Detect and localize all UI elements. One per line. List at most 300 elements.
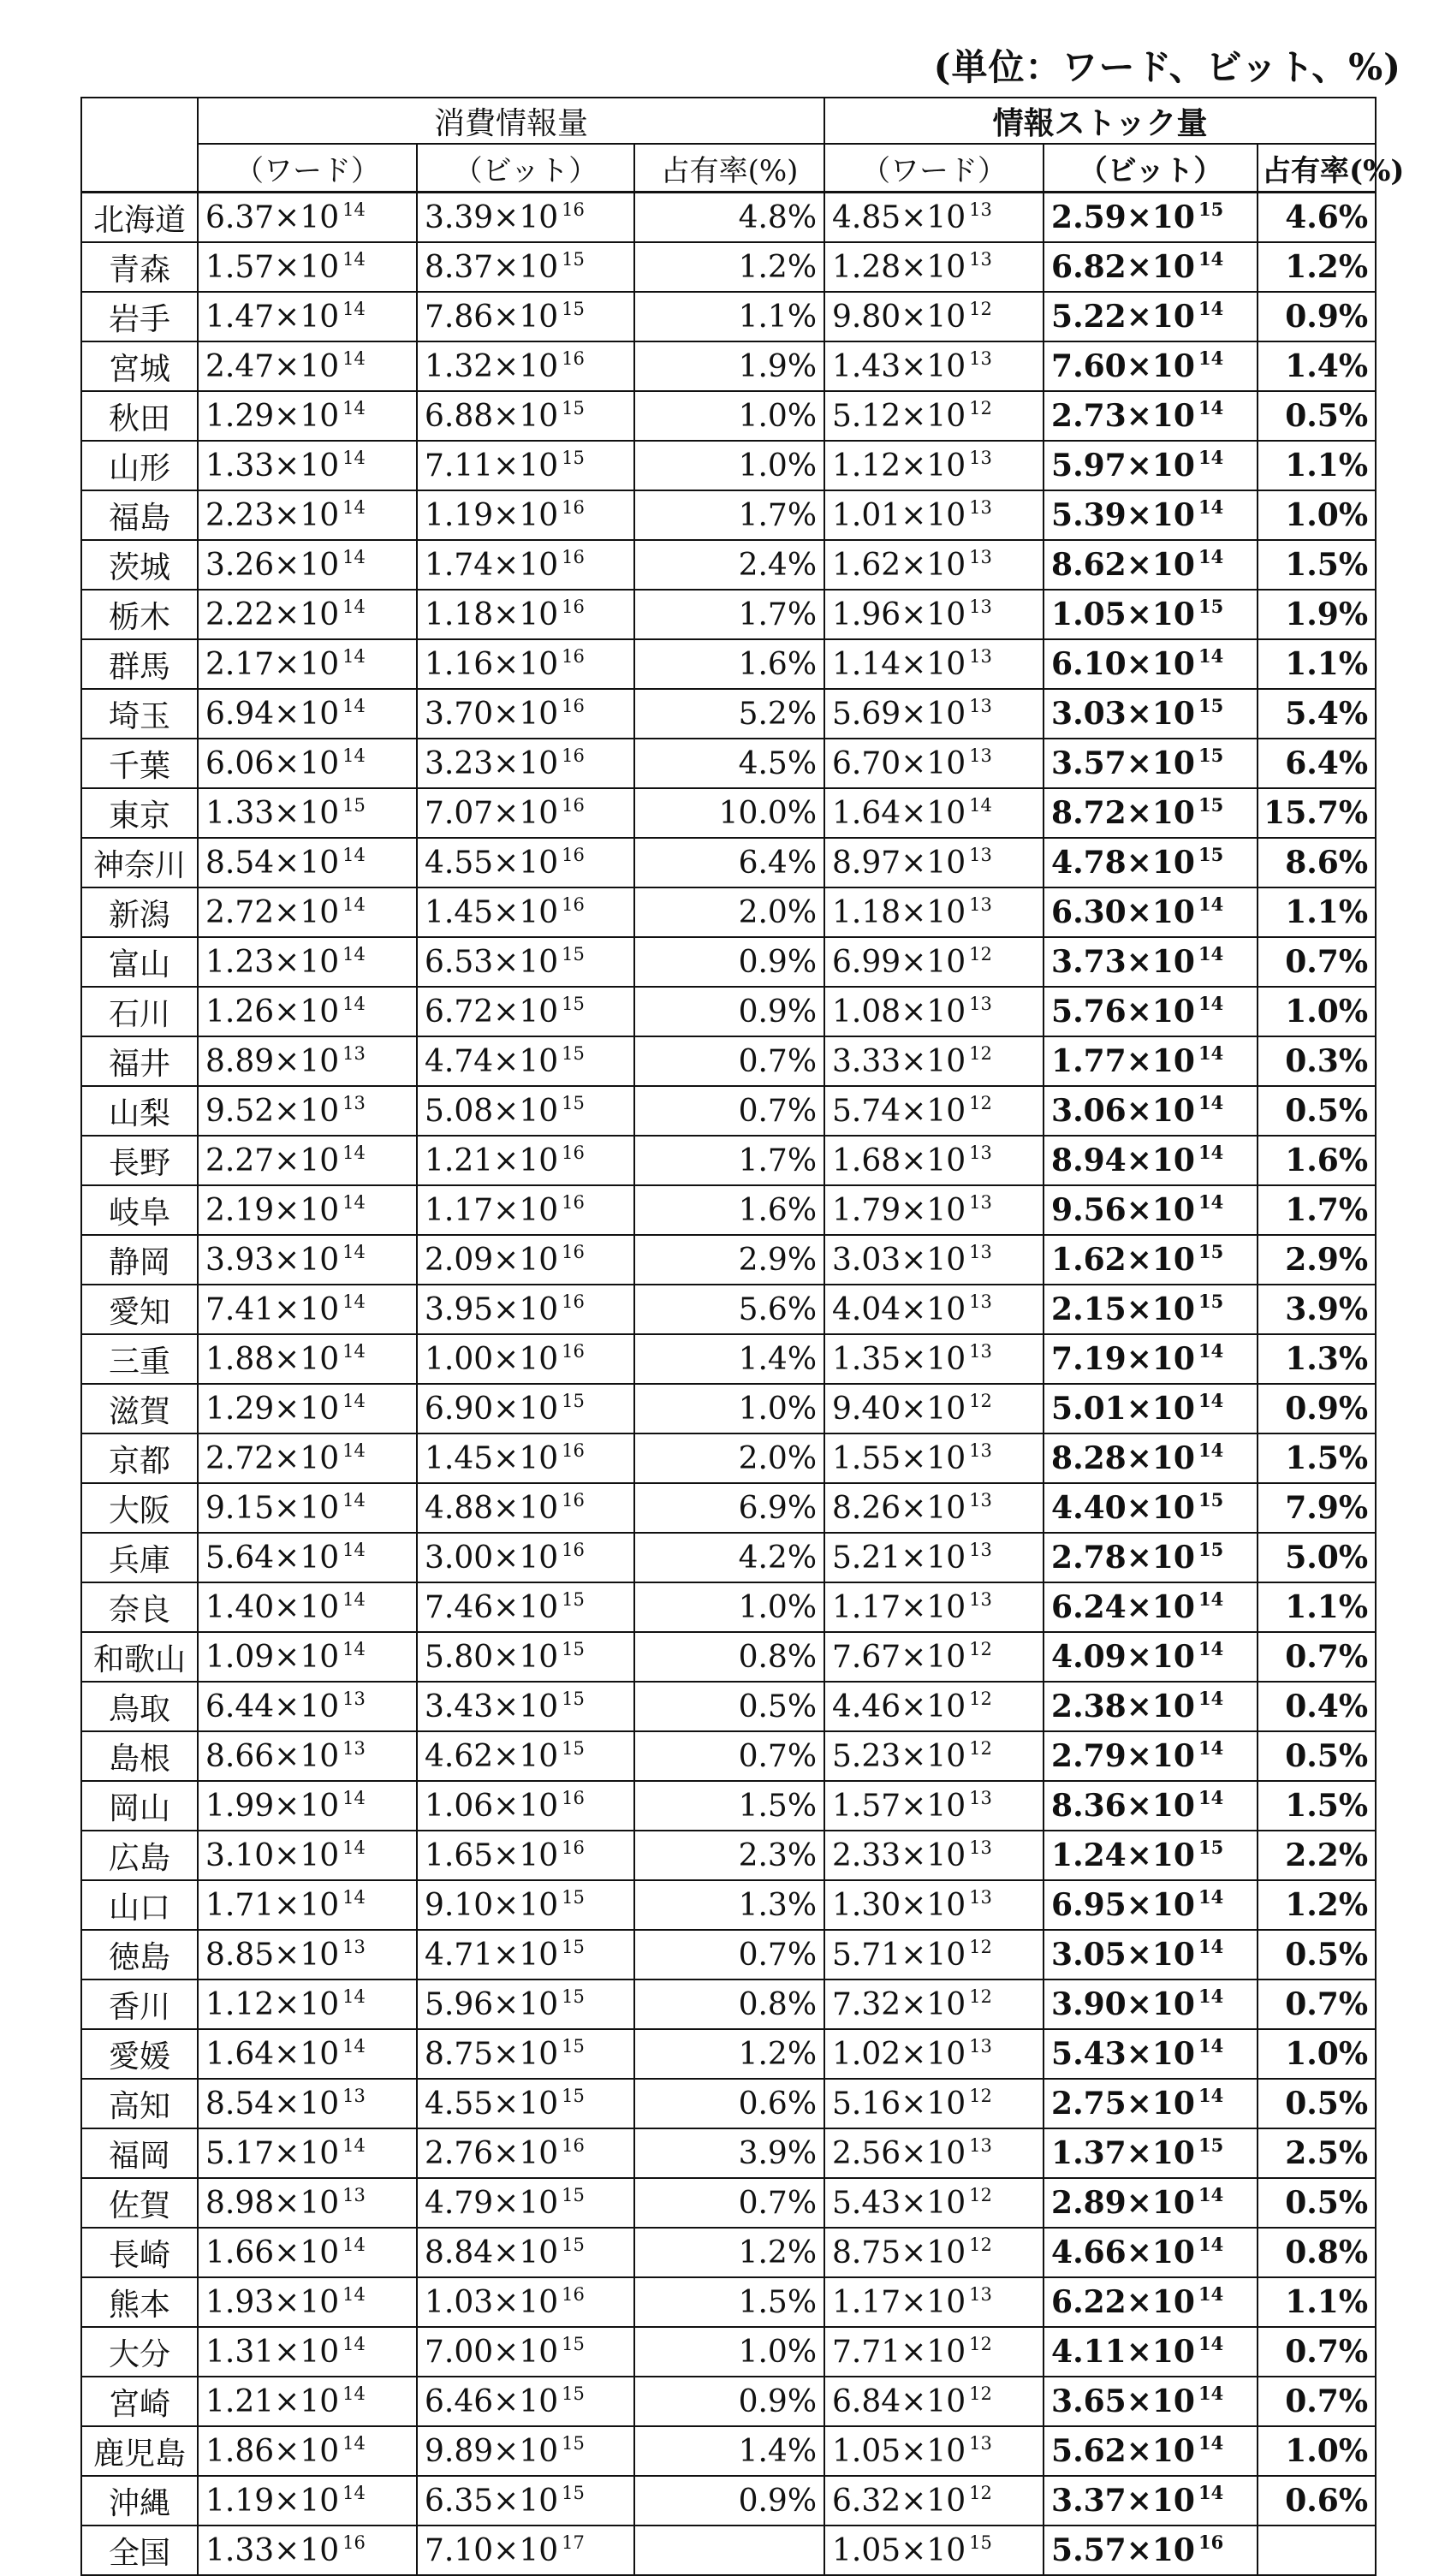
table-row	[81, 540, 1376, 590]
stock-bit-mantissa: 6.95×10	[1051, 1887, 1195, 1923]
consumption-bit-mantissa: 1.06×10	[425, 1788, 559, 1824]
consumption-word	[198, 1731, 417, 1781]
table-row	[81, 987, 1376, 1036]
prefecture-name: 千葉	[81, 739, 198, 788]
consumption-bit-mantissa: 4.62×10	[425, 1738, 559, 1774]
consumption-word	[198, 1632, 417, 1682]
stock-share: 0.8%	[1258, 2228, 1376, 2277]
prefecture-name: 福岡	[81, 2128, 198, 2178]
consumption-bit-mantissa: 7.46×10	[425, 1589, 559, 1625]
consumption-word	[198, 193, 417, 243]
stock-word	[824, 193, 1044, 243]
consumption-share: 0.6%	[634, 2079, 824, 2128]
stock-word-mantissa: 6.70×10	[832, 745, 966, 781]
consumption-word-mantissa: 1.29×10	[205, 398, 340, 434]
stock-share: 1.9%	[1258, 590, 1376, 639]
table-row	[81, 490, 1376, 540]
consumption-bit-exponent: 15	[562, 298, 585, 319]
stock-bit-mantissa: 8.62×10	[1051, 547, 1195, 583]
consumption-bit-exponent: 16	[562, 893, 585, 915]
stock-bit-exponent: 14	[1198, 1688, 1224, 1709]
stock-word	[824, 2476, 1044, 2526]
consumption-bit-exponent: 15	[562, 1737, 585, 1759]
stock-bit	[1044, 2426, 1258, 2476]
stock-bit-exponent: 14	[1198, 1390, 1224, 1411]
consumption-bit-mantissa: 7.00×10	[425, 2334, 559, 2370]
consumption-bit	[417, 1632, 634, 1682]
stock-word-exponent: 13	[969, 844, 992, 865]
stock-word-exponent: 13	[969, 1489, 992, 1511]
consumption-word-exponent: 13	[342, 1042, 366, 1064]
stock-bit-mantissa: 3.90×10	[1051, 1986, 1195, 2022]
stock-share: 7.9%	[1258, 1483, 1376, 1533]
prefecture-name: 大分	[81, 2327, 198, 2377]
consumption-share: 0.7%	[634, 1036, 824, 1086]
stock-bit-mantissa: 4.09×10	[1051, 1639, 1195, 1675]
consumption-bit	[417, 1433, 634, 1483]
stock-bit-exponent: 15	[1198, 794, 1224, 816]
consumption-bit	[417, 1831, 634, 1880]
table-row	[81, 739, 1376, 788]
stock-bit-mantissa: 2.59×10	[1051, 199, 1195, 235]
stock-bit-exponent: 14	[1198, 1638, 1224, 1659]
table-row	[81, 1483, 1376, 1533]
consumption-bit	[417, 639, 634, 689]
stock-word	[824, 2277, 1044, 2327]
consumption-word	[198, 2277, 417, 2327]
stock-word	[824, 1533, 1044, 1582]
consumption-bit	[417, 1781, 634, 1831]
stock-word-exponent: 13	[969, 1837, 992, 1858]
table-row	[81, 391, 1376, 441]
consumption-bit-mantissa: 4.55×10	[425, 2086, 559, 2122]
stock-share: 5.4%	[1258, 689, 1376, 739]
stock-word	[824, 1136, 1044, 1185]
consumption-share: 5.6%	[634, 1285, 824, 1334]
prefecture-name: 岩手	[81, 292, 198, 341]
consumption-share: 1.2%	[634, 242, 824, 292]
table-row	[81, 788, 1376, 838]
stock-bit-exponent: 14	[1198, 248, 1224, 270]
consumption-word-exponent: 14	[342, 248, 366, 270]
stock-share: 0.7%	[1258, 2327, 1376, 2377]
table-row	[81, 1582, 1376, 1632]
stock-share: 1.5%	[1258, 1781, 1376, 1831]
consumption-word-exponent: 13	[342, 2184, 366, 2205]
consumption-word-mantissa: 2.23×10	[205, 497, 340, 533]
consumption-word	[198, 1086, 417, 1136]
stock-bit-mantissa: 5.57×10	[1051, 2532, 1195, 2568]
table-row	[81, 2228, 1376, 2277]
consumption-bit-mantissa: 5.96×10	[425, 1986, 559, 2022]
consumption-bit-exponent: 16	[562, 1539, 585, 1560]
consumption-word-mantissa: 2.19×10	[205, 1192, 340, 1228]
stock-word-mantissa: 2.33×10	[832, 1837, 966, 1873]
consumption-word	[198, 490, 417, 540]
table-row	[81, 590, 1376, 639]
consumption-word-mantissa: 2.72×10	[205, 894, 340, 930]
table-row	[81, 1632, 1376, 1682]
consumption-bit-mantissa: 3.00×10	[425, 1540, 559, 1576]
consumption-share: 1.1%	[634, 292, 824, 341]
stock-bit-exponent: 14	[1198, 2085, 1224, 2106]
stock-bit	[1044, 2128, 1258, 2178]
consumption-share: 0.8%	[634, 1979, 824, 2029]
consumption-bit-mantissa: 1.65×10	[425, 1837, 559, 1873]
prefecture-name: 三重	[81, 1334, 198, 1384]
consumption-bit-mantissa: 8.84×10	[425, 2235, 559, 2270]
table-row	[81, 1831, 1376, 1880]
stock-word-exponent: 13	[969, 496, 992, 518]
consumption-word-exponent: 14	[342, 1489, 366, 1511]
consumption-word	[198, 1781, 417, 1831]
consumption-bit	[417, 391, 634, 441]
consumption-share: 1.0%	[634, 2327, 824, 2377]
consumption-word	[198, 441, 417, 490]
stock-word	[824, 2377, 1044, 2426]
stock-bit	[1044, 2079, 1258, 2128]
stock-word	[824, 1682, 1044, 1731]
consumption-word-mantissa: 8.54×10	[205, 845, 340, 881]
consumption-word	[198, 2526, 417, 2575]
consumption-word	[198, 739, 417, 788]
consumption-word-exponent: 14	[342, 2482, 366, 2503]
prefecture-name: 東京	[81, 788, 198, 838]
consumption-bit-exponent: 16	[562, 1241, 585, 1262]
consumption-bit-mantissa: 1.19×10	[425, 497, 559, 533]
consumption-word	[198, 1384, 417, 1433]
stock-bit	[1044, 193, 1258, 243]
stock-bit-exponent: 14	[1198, 2383, 1224, 2404]
stock-word-mantissa: 1.96×10	[832, 597, 966, 632]
stock-share: 6.4%	[1258, 739, 1376, 788]
stock-bit-mantissa: 4.40×10	[1051, 1490, 1195, 1526]
stock-share: 0.5%	[1258, 1086, 1376, 1136]
consumption-bit-mantissa: 7.11×10	[425, 448, 559, 484]
stock-bit	[1044, 292, 1258, 341]
prefecture-name: 新潟	[81, 887, 198, 937]
table-row	[81, 1086, 1376, 1136]
consumption-bit-exponent: 16	[562, 645, 585, 667]
consumption-bit	[417, 987, 634, 1036]
stock-word	[824, 2029, 1044, 2079]
consumption-bit	[417, 2228, 634, 2277]
consumption-bit-exponent: 16	[562, 844, 585, 865]
consumption-word-mantissa: 3.26×10	[205, 547, 340, 583]
consumption-bit	[417, 739, 634, 788]
stock-bit-exponent: 14	[1198, 1191, 1224, 1213]
stock-share: 1.0%	[1258, 490, 1376, 540]
stock-word	[824, 2079, 1044, 2128]
consumption-word-mantissa: 2.27×10	[205, 1143, 340, 1178]
stock-bit	[1044, 1930, 1258, 1979]
consumption-word-exponent: 14	[342, 1588, 366, 1610]
consumption-word-mantissa: 8.98×10	[205, 2185, 340, 2221]
stock-word-mantissa: 1.55×10	[832, 1440, 966, 1476]
stock-bit	[1044, 2526, 1258, 2575]
consumption-bit-mantissa: 5.80×10	[425, 1639, 559, 1675]
consumption-bit	[417, 1086, 634, 1136]
stock-word	[824, 689, 1044, 739]
stock-bit-exponent: 15	[1198, 745, 1224, 766]
stock-bit-exponent: 15	[1198, 1241, 1224, 1262]
stock-word-exponent: 13	[969, 546, 992, 567]
stock-share: 4.6%	[1258, 193, 1376, 243]
consumption-bit-mantissa: 2.09×10	[425, 1242, 559, 1278]
stock-word	[824, 2178, 1044, 2228]
consumption-bit-mantissa: 3.23×10	[425, 745, 559, 781]
consumption-word	[198, 1831, 417, 1880]
consumption-bit-exponent: 15	[562, 1688, 585, 1709]
prefecture-name: 群馬	[81, 639, 198, 689]
consumption-word-exponent: 14	[342, 1638, 366, 1659]
stock-bit-exponent: 14	[1198, 1340, 1224, 1362]
consumption-word-exponent: 14	[342, 1886, 366, 1908]
stock-bit-mantissa: 1.37×10	[1051, 2135, 1195, 2171]
prefecture-name: 大阪	[81, 1483, 198, 1533]
consumption-bit-exponent: 15	[562, 1092, 585, 1113]
consumption-bit-mantissa: 1.21×10	[425, 1143, 559, 1178]
stock-word-exponent: 12	[969, 2383, 992, 2404]
stock-bit-exponent: 14	[1198, 496, 1224, 518]
stock-word-mantissa: 7.67×10	[832, 1639, 966, 1675]
header-prefecture-blank	[81, 98, 198, 193]
stock-bit	[1044, 1334, 1258, 1384]
stock-word-exponent: 12	[969, 298, 992, 319]
stock-bit	[1044, 1136, 1258, 1185]
stock-word-exponent: 13	[969, 2134, 992, 2156]
consumption-word-mantissa: 1.99×10	[205, 1788, 340, 1824]
consumption-share: 1.3%	[634, 1880, 824, 1930]
stock-word-mantissa: 9.80×10	[832, 299, 966, 335]
consumption-share: 0.7%	[634, 1086, 824, 1136]
consumption-bit-exponent: 15	[562, 2383, 585, 2404]
stock-bit-exponent: 14	[1198, 2234, 1224, 2255]
consumption-word	[198, 1930, 417, 1979]
stock-bit-exponent: 15	[1198, 1489, 1224, 1511]
table-row	[81, 689, 1376, 739]
stock-share: 1.2%	[1258, 242, 1376, 292]
consumption-bit-exponent: 15	[562, 1886, 585, 1908]
consumption-bit-exponent: 15	[562, 2035, 585, 2057]
stock-bit	[1044, 2476, 1258, 2526]
stock-share: 1.0%	[1258, 2426, 1376, 2476]
consumption-word-exponent: 14	[342, 596, 366, 617]
stock-bit-mantissa: 5.43×10	[1051, 2036, 1195, 2072]
stock-bit-exponent: 14	[1198, 1042, 1224, 1064]
prefecture-name: 宮城	[81, 341, 198, 391]
consumption-share: 0.7%	[634, 2178, 824, 2228]
stock-bit	[1044, 1582, 1258, 1632]
consumption-bit	[417, 341, 634, 391]
stock-bit-exponent: 14	[1198, 1588, 1224, 1610]
stock-bit-mantissa: 2.38×10	[1051, 1689, 1195, 1724]
stock-word-mantissa: 2.56×10	[832, 2135, 966, 2171]
consumption-word	[198, 2128, 417, 2178]
stock-share: 0.4%	[1258, 1682, 1376, 1731]
consumption-word-exponent: 14	[342, 2234, 366, 2255]
consumption-word-mantissa: 8.54×10	[205, 2086, 340, 2122]
stock-word	[824, 1930, 1044, 1979]
stock-word-mantissa: 8.26×10	[832, 1490, 966, 1526]
prefecture-name: 島根	[81, 1731, 198, 1781]
consumption-share: 0.9%	[634, 937, 824, 987]
prefecture-name: 長野	[81, 1136, 198, 1185]
consumption-word	[198, 887, 417, 937]
stock-word-exponent: 13	[969, 1241, 992, 1262]
consumption-bit	[417, 1285, 634, 1334]
stock-word-exponent: 13	[969, 893, 992, 915]
consumption-word	[198, 838, 417, 887]
stock-bit-exponent: 14	[1198, 1886, 1224, 1908]
stock-share: 15.7%	[1258, 788, 1376, 838]
consumption-bit	[417, 2128, 634, 2178]
stock-word-exponent: 13	[969, 248, 992, 270]
stock-bit	[1044, 1533, 1258, 1582]
consumption-share: 6.4%	[634, 838, 824, 887]
stock-word	[824, 2128, 1044, 2178]
consumption-bit-mantissa: 2.76×10	[425, 2135, 559, 2171]
stock-word-mantissa: 3.33×10	[832, 1043, 966, 1079]
stock-bit-mantissa: 1.62×10	[1051, 1242, 1195, 1278]
consumption-share: 3.9%	[634, 2128, 824, 2178]
consumption-share: 1.7%	[634, 1136, 824, 1185]
stock-word	[824, 2327, 1044, 2377]
stock-share: 1.6%	[1258, 1136, 1376, 1185]
consumption-word-mantissa: 1.33×10	[205, 795, 340, 831]
consumption-word-exponent: 14	[342, 496, 366, 518]
stock-bit-mantissa: 3.05×10	[1051, 1937, 1195, 1973]
consumption-word	[198, 391, 417, 441]
table-row	[81, 1136, 1376, 1185]
stock-word-exponent: 13	[969, 2035, 992, 2057]
table-row	[81, 193, 1376, 243]
header-stock-word: （ワード）	[824, 144, 1044, 193]
consumption-word	[198, 242, 417, 292]
consumption-word-mantissa: 2.72×10	[205, 1440, 340, 1476]
consumption-share: 2.0%	[634, 887, 824, 937]
consumption-bit	[417, 1235, 634, 1285]
stock-bit-exponent: 14	[1198, 993, 1224, 1014]
consumption-share: 0.9%	[634, 2377, 824, 2426]
consumption-word-mantissa: 2.22×10	[205, 597, 340, 632]
stock-bit-exponent: 14	[1198, 2184, 1224, 2205]
stock-word-mantissa: 6.32×10	[832, 2483, 966, 2519]
stock-bit	[1044, 590, 1258, 639]
consumption-bit-exponent: 16	[562, 199, 585, 220]
table-row	[81, 242, 1376, 292]
stock-word-exponent: 13	[969, 1142, 992, 1163]
stock-bit-exponent: 14	[1198, 2432, 1224, 2454]
consumption-word	[198, 540, 417, 590]
table-row	[81, 2327, 1376, 2377]
stock-word-exponent: 12	[969, 1092, 992, 1113]
consumption-word-exponent: 14	[342, 2383, 366, 2404]
table-row	[81, 2128, 1376, 2178]
stock-word	[824, 2426, 1044, 2476]
consumption-bit-exponent: 15	[562, 1042, 585, 1064]
stock-word-mantissa: 1.12×10	[832, 448, 966, 484]
consumption-bit	[417, 2029, 634, 2079]
consumption-word	[198, 639, 417, 689]
stock-word-mantissa: 4.04×10	[832, 1291, 966, 1327]
stock-bit	[1044, 1036, 1258, 1086]
stock-bit-exponent: 14	[1198, 2283, 1224, 2305]
prefecture-name: 奈良	[81, 1582, 198, 1632]
consumption-word-exponent: 14	[342, 397, 366, 418]
stock-bit-exponent: 14	[1198, 943, 1224, 965]
consumption-share: 1.5%	[634, 1781, 824, 1831]
consumption-word-mantissa: 5.17×10	[205, 2135, 340, 2171]
consumption-word-exponent: 14	[342, 298, 366, 319]
stock-word	[824, 887, 1044, 937]
consumption-bit	[417, 2277, 634, 2327]
stock-word-mantissa: 1.17×10	[832, 1589, 966, 1625]
stock-bit	[1044, 1731, 1258, 1781]
consumption-bit-mantissa: 1.74×10	[425, 547, 559, 583]
consumption-bit	[417, 1979, 634, 2029]
stock-word-exponent: 13	[969, 695, 992, 716]
table-row	[81, 1235, 1376, 1285]
stock-word-exponent: 13	[969, 2432, 992, 2454]
stock-bit-exponent: 14	[1198, 347, 1224, 369]
consumption-bit-mantissa: 7.07×10	[425, 795, 559, 831]
stock-bit-mantissa: 8.36×10	[1051, 1788, 1195, 1824]
consumption-share: 0.7%	[634, 1930, 824, 1979]
consumption-word-exponent: 14	[342, 645, 366, 667]
prefecture-name: 広島	[81, 1831, 198, 1880]
consumption-word-mantissa: 8.89×10	[205, 1043, 340, 1079]
stock-bit-exponent: 14	[1198, 397, 1224, 418]
consumption-word	[198, 1433, 417, 1483]
stock-bit-exponent: 14	[1198, 1787, 1224, 1808]
consumption-bit-exponent: 15	[562, 2234, 585, 2255]
stock-bit-exponent: 14	[1198, 546, 1224, 567]
consumption-word-mantissa: 1.86×10	[205, 2433, 340, 2469]
consumption-word-exponent: 15	[342, 794, 366, 816]
stock-bit	[1044, 441, 1258, 490]
prefecture-name: 京都	[81, 1433, 198, 1483]
stock-word	[824, 1334, 1044, 1384]
stock-bit	[1044, 838, 1258, 887]
stock-word-exponent: 12	[969, 2184, 992, 2205]
stock-bit-exponent: 15	[1198, 695, 1224, 716]
consumption-share: 0.7%	[634, 1731, 824, 1781]
consumption-share: 4.5%	[634, 739, 824, 788]
consumption-word-mantissa: 6.37×10	[205, 199, 340, 235]
stock-bit-exponent: 14	[1198, 1985, 1224, 2007]
stock-word-mantissa: 6.99×10	[832, 944, 966, 980]
stock-bit-mantissa: 3.03×10	[1051, 696, 1195, 732]
stock-share: 0.5%	[1258, 2079, 1376, 2128]
stock-word-exponent: 12	[969, 2085, 992, 2106]
consumption-bit-exponent: 16	[562, 596, 585, 617]
stock-bit-mantissa: 8.94×10	[1051, 1143, 1195, 1178]
stock-word-exponent: 12	[969, 397, 992, 418]
table-row	[81, 1036, 1376, 1086]
consumption-share: 1.4%	[634, 2426, 824, 2476]
stock-word	[824, 242, 1044, 292]
stock-word-mantissa: 1.05×10	[832, 2532, 966, 2568]
consumption-word-mantissa: 2.47×10	[205, 348, 340, 384]
table-row	[81, 2526, 1376, 2575]
stock-bit-mantissa: 7.19×10	[1051, 1341, 1195, 1377]
consumption-word-mantissa: 1.66×10	[205, 2235, 340, 2270]
consumption-word	[198, 2476, 417, 2526]
stock-word-exponent: 13	[969, 645, 992, 667]
consumption-word-exponent: 14	[342, 1191, 366, 1213]
stock-word-mantissa: 5.12×10	[832, 398, 966, 434]
